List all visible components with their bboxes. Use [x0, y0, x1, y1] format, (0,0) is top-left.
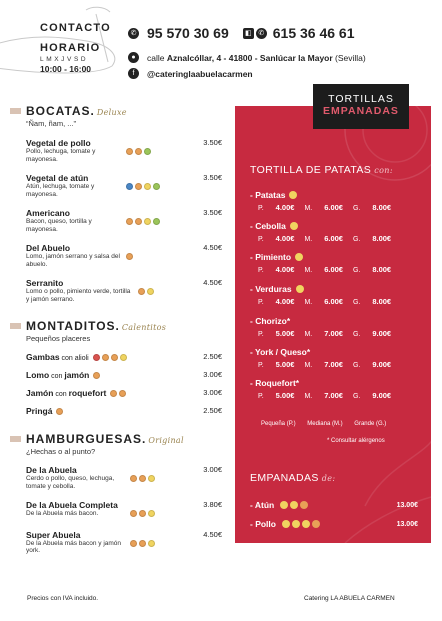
allergen-icon: [147, 288, 154, 295]
tortilla-item: - York / Queso * P. 5.00€ M. 7.00€ G. 9.00€: [250, 347, 401, 369]
allergen-icon: [148, 475, 155, 482]
tortilla-name: - Verduras: [250, 284, 292, 294]
legend-small: Pequeña (P.): [261, 421, 296, 427]
item-price: 2.50€: [203, 352, 222, 361]
allergen-icon: [126, 253, 133, 260]
allergen-icon: [135, 218, 142, 225]
tortillas-empanadas-badge: [313, 84, 409, 129]
section-bullet: [10, 108, 21, 114]
item-price: 4.50€: [203, 278, 222, 287]
item-price: 3.00€: [203, 465, 222, 474]
allergen-icon: [148, 510, 155, 517]
menu-item: [26, 138, 222, 163]
bocatas-subtitle: Deluxe: [96, 108, 127, 117]
item-description: Cerdo o pollo, queso, lechuga, tomate y cebolla.: [26, 475, 115, 490]
item-price: 3.00€: [203, 370, 222, 379]
vat-note: Precios con IVA incluido.: [27, 595, 99, 602]
allergen-icon: [119, 390, 126, 397]
allergen-icon: [135, 183, 142, 190]
item-description: Pollo, lechuga, tomate y mayonesa.: [26, 148, 96, 163]
allergen-icon: [126, 148, 133, 155]
left-column: [10, 104, 222, 555]
tortilla-prices: P. 4.00€ M. 6.00€ G. 8.00€: [258, 203, 392, 212]
whatsapp-icon: ◧: [243, 28, 254, 39]
item-price: 3.50€: [203, 138, 222, 147]
header: [0, 0, 442, 92]
allergen-icon: [139, 510, 146, 517]
menu-item: [26, 208, 222, 233]
allergen-icons: [130, 540, 155, 547]
allergen-icons: [130, 510, 155, 517]
allergen-icon: [130, 540, 137, 547]
allergen-icon: [126, 183, 133, 190]
menu-item: [26, 243, 222, 268]
allergen-icon: [153, 183, 160, 190]
tortillas-panel: [235, 106, 431, 543]
empanada-name: - Atún: [250, 500, 275, 510]
tortilla-name: - York / Queso: [250, 347, 307, 357]
hours-text: 10:00 - 16:00: [40, 64, 92, 74]
empanada-item: [250, 519, 418, 529]
header-info-block: [40, 22, 111, 74]
menu-item: [26, 173, 222, 198]
allergen-icon: [138, 288, 145, 295]
badge-line2: EMPANADAS: [323, 105, 399, 117]
facebook-handle[interactable]: @cateringlaabuelacarmen: [147, 68, 253, 79]
allergen-icons: [280, 501, 308, 509]
allergen-icon: [120, 354, 127, 361]
item-name: Super Abuela: [26, 529, 81, 540]
allergen-icon: [153, 218, 160, 225]
tortilla-item: [250, 190, 401, 212]
item-name: Americano: [26, 208, 70, 218]
item-name: De la Abuela Completa: [26, 500, 118, 510]
tortilla-item: - Roquefort * P. 5.00€ M. 7.00€ G. 9.00€: [250, 378, 401, 400]
facebook-row: [128, 68, 253, 79]
allergen-icons: [130, 475, 155, 482]
montaditos-title: MONTADITOS.: [26, 319, 120, 333]
allergen-icon: [139, 475, 146, 482]
address-text: calle Aznalcóllar, 4 - 41800 - Sanlúcar la Mayor (Sevilla): [147, 52, 366, 63]
allergen-icon: [130, 475, 137, 482]
tortilla-item: - Chorizo * P. 5.00€ M. 7.00€ G. 9.00€: [250, 316, 401, 338]
hamburguesas-title: HAMBURGUESAS.: [26, 432, 147, 446]
item-name: Vegetal de pollo: [26, 138, 91, 148]
section-hamburguesas: [10, 432, 222, 555]
allergen-icon: [110, 390, 117, 397]
allergen-icons: [126, 253, 133, 260]
tortilla-item: [250, 252, 401, 274]
tortilla-prices: P. 5.00€ M. 7.00€ G. 9.00€: [258, 360, 392, 369]
days-text: LMXJVSD: [40, 56, 89, 63]
item-price: 3.50€: [203, 173, 222, 182]
item-name: Vegetal de atún: [26, 173, 89, 183]
allergen-icons: [93, 372, 100, 379]
item-price: 4.50€: [203, 529, 222, 539]
allergen-icon: [93, 354, 100, 361]
item-description: Lomo, jamón serrano y salsa del abuelo.: [26, 253, 120, 268]
item-price: 3.00€: [203, 388, 222, 397]
allergen-icon: [130, 510, 137, 517]
phone-icon: ✆: [128, 28, 139, 39]
badge-line1: TORTILLAS: [328, 93, 394, 105]
phone-number[interactable]: 95 570 30 69: [147, 25, 229, 41]
item-description: De la Abuela más bacon.: [26, 510, 99, 517]
section-montaditos: [10, 319, 222, 416]
allergen-dot: [295, 253, 303, 261]
bocatas-title: BOCATAS.: [26, 104, 95, 118]
hamburguesas-tagline: ¿Hechas o al punto?: [26, 447, 96, 456]
menu-item: [26, 370, 222, 380]
item-price: 2.50€: [203, 406, 222, 415]
allergen-icon: [93, 372, 100, 379]
allergen-icon: [144, 183, 151, 190]
section-bullet: [10, 436, 21, 442]
facebook-icon: f: [128, 68, 139, 79]
menu-item: [26, 530, 222, 555]
tortilla-name: - Cebolla: [250, 221, 286, 231]
allergen-icon: [139, 540, 146, 547]
item-description: Lomo o pollo, pimiento verde, tortilla y jamón serrano.: [26, 288, 131, 303]
tortilla-name: - Patatas: [250, 190, 286, 200]
size-legend: [261, 421, 396, 427]
montaditos-tagline: Pequeños placeres: [26, 334, 91, 343]
allergen-dot: [290, 222, 298, 230]
allergen-icons: [138, 288, 154, 295]
menu-item: [26, 278, 222, 303]
empanada-price: 13.00€: [396, 501, 418, 509]
allergen-dot: [296, 285, 304, 293]
tortilla-prices: P. 5.00€ M. 7.00€ G. 9.00€: [258, 391, 392, 400]
item-description: Atún, lechuga, tomate y mayonesa.: [26, 183, 95, 198]
item-price: 4.50€: [203, 243, 222, 252]
section-title: [10, 319, 222, 333]
item-name: Lomo con jamón: [26, 370, 90, 380]
menu-item: [26, 500, 222, 518]
item-price: 3.50€: [203, 208, 222, 217]
allergen-icons: [93, 354, 127, 361]
menu-item: [26, 465, 222, 490]
location-icon: ●: [128, 52, 139, 63]
contact-label: CONTACTO: [40, 22, 111, 34]
allergen-icon: [144, 218, 151, 225]
empanadas-title: EMPANADAS de:: [250, 472, 336, 484]
empanada-item: [250, 500, 418, 510]
legend-medium: Mediana (M.): [307, 421, 343, 427]
section-title: [10, 432, 222, 446]
tortilla-prices: P. 4.00€ M. 6.00€ G. 8.00€: [258, 297, 392, 306]
allergen-icons: [56, 408, 63, 415]
item-name: Pringá: [26, 406, 53, 416]
bocatas-tagline: “Ñam, ñam, ...”: [26, 119, 77, 128]
tortilla-name: - Roquefort: [250, 378, 296, 388]
tortilla-prices: P. 4.00€ M. 6.00€ G. 8.00€: [258, 234, 392, 243]
item-price: 3.80€: [203, 500, 222, 509]
whatsapp-bubble-icon: ✆: [256, 28, 267, 39]
allergen-icon: [126, 218, 133, 225]
allergen-icons: [126, 148, 151, 155]
phone-row: [128, 25, 355, 41]
allergen-icon: [144, 148, 151, 155]
tortilla-item: [250, 284, 401, 306]
menu-item: [26, 406, 222, 416]
allergen-icon: [111, 354, 118, 361]
item-name: Del Abuelo: [26, 243, 71, 253]
section-bullet: [10, 323, 21, 329]
allergen-icons: [282, 520, 320, 528]
item-name: De la Abuela: [26, 465, 77, 475]
legend-large: Grande (G.): [354, 421, 387, 427]
menu-item: [26, 388, 222, 398]
item-name: Serranito: [26, 278, 64, 288]
item-description: Bacon, queso, tortilla y mayonesa.: [26, 218, 92, 233]
item-description: De la Abuela más bacon y jamón york.: [26, 539, 122, 554]
hours-label: HORARIO: [40, 42, 101, 54]
empanada-name: - Pollo: [250, 519, 276, 529]
mobile-number[interactable]: 615 36 46 61: [272, 25, 355, 41]
catering-signature: Catering LA ABUELA CARMEN: [304, 595, 395, 602]
allergen-icons: [110, 390, 126, 397]
hamburguesas-subtitle: Original: [148, 436, 184, 445]
allergen-icon: [102, 354, 109, 361]
section-bocatas: [10, 104, 222, 303]
section-title: [10, 104, 222, 118]
menu-item: [26, 352, 222, 362]
tortilla-prices: P. 4.00€ M. 6.00€ G. 8.00€: [258, 265, 392, 274]
allergen-icon: [148, 540, 155, 547]
allergen-dot: [289, 191, 297, 199]
tortilla-prices: P. 5.00€ M. 7.00€ G. 9.00€: [258, 329, 392, 338]
tortilla-name: - Pimiento: [250, 252, 292, 262]
empanada-price: 13.00€: [396, 520, 418, 528]
allergen-icons: [126, 183, 160, 190]
item-name: Jamón con roquefort: [26, 388, 107, 398]
tortilla-name: - Chorizo: [250, 316, 287, 326]
montaditos-subtitle: Calentitos: [121, 323, 167, 332]
allergen-icon: [135, 148, 142, 155]
tortilla-title: TORTILLA DE PATATAS con:: [250, 164, 393, 176]
address-row: [128, 52, 366, 63]
item-name: Gambas con alioli: [26, 352, 89, 362]
allergen-icon: [56, 408, 63, 415]
allergen-note: * Consultar alérgenos: [327, 438, 385, 444]
allergen-icons: [126, 218, 160, 225]
tortilla-item: [250, 221, 401, 243]
